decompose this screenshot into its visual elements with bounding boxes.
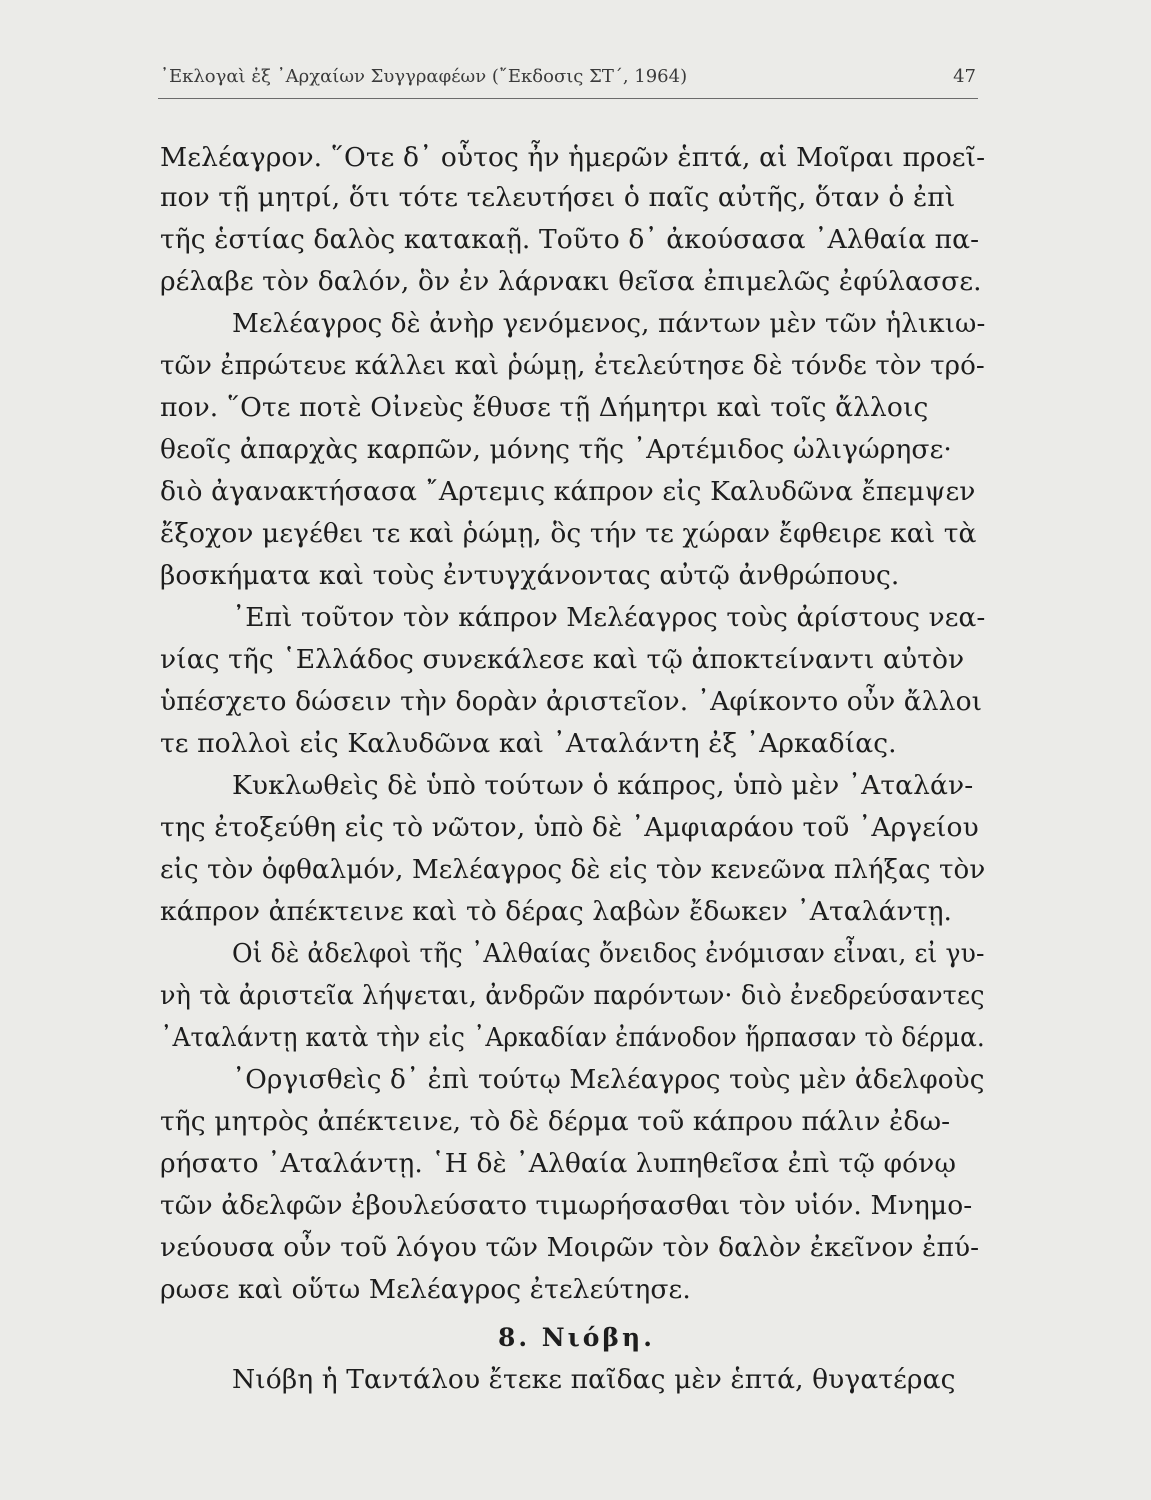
text-line: ὑπέσχετο δώσειν τὴν δορὰν ἀριστεῖον. ᾿Αφίκοντο οὖν ἄλλοι <box>160 686 983 717</box>
text-line: βοσκήματα καὶ τοὺς ἐντυγχάνοντας αὐτῷ ἀνθρώπους. <box>160 560 900 591</box>
text-line: τῶν ἀδελφῶν ἐβουλεύσατο τιμωρήσασθαι τὸν υἱόν. Μνημο- <box>160 1190 973 1221</box>
text-line: τε πολλοὶ εἰς Καλυδῶνα καὶ ᾿Αταλάντη ἐξ ᾿Αρκαδίας. <box>160 728 897 759</box>
header-rule <box>158 98 978 99</box>
header-title: ᾿Εκλογαὶ ἐξ ᾿Αρχαίων Συγγραφέων (῎Εκδοσις ΣΤ΄, 1964) <box>160 66 688 87</box>
text-line: Μελέαγρος δὲ ἀνὴρ γενόμενος, πάντων μὲν τῶν ἡλικιω- <box>232 308 986 339</box>
text-line: ρωσε καὶ οὕτω Μελέαγρος ἐτελεύτησε. <box>160 1274 691 1305</box>
text-line: ᾿Αταλάντῃ κατὰ τὴν εἰς ᾿Αρκαδίαν ἐπάνοδον ἥρπασαν τὸ δέρμα. <box>160 1022 985 1053</box>
text-line: κάπρον ἀπέκτεινε καὶ τὸ δέρας λαβὼν ἔδωκεν ᾿Αταλάντῃ. <box>160 896 953 927</box>
running-header <box>160 66 978 96</box>
text-line: ᾿Οργισθεὶς δ᾿ ἐπὶ τούτῳ Μελέαγρος τοὺς μὲν ἀδελφοὺς <box>232 1064 985 1095</box>
text-line: Οἱ δὲ ἀδελφοὶ τῆς ᾿Αλθαίας ὄνειδος ἐνόμισαν εἶναι, εἰ γυ- <box>232 938 985 969</box>
text-line: ἔξοχον μεγέθει τε καὶ ῥώμῃ, ὃς τήν τε χώραν ἔφθειρε καὶ τὰ <box>160 518 977 549</box>
text-line: θεοῖς ἀπαρχὰς καρπῶν, μόνης τῆς ᾿Αρτέμιδος ὠλιγώρησε· <box>160 434 952 465</box>
text-line: ρέλαβε τὸν δαλόν, ὃν ἐν λάρνακι θεῖσα ἐπιμελῶς ἐφύλασσε. <box>160 266 982 297</box>
text-line: τῶν ἐπρώτευε κάλλει καὶ ῥώμῃ, ἐτελεύτησε δὲ τόνδε τὸν τρό- <box>160 350 985 381</box>
text-line: νὴ τὰ ἀριστεῖα λήψεται, ἀνδρῶν παρόντων· διὸ ἐνεδρεύσαντες <box>160 980 985 1011</box>
text-line: ᾿Επὶ τοῦτον τὸν κάπρον Μελέαγρος τοὺς ἀρίστους νεα- <box>232 602 986 633</box>
text-line: Νιόβη ἡ Ταντάλου ἔτεκε παῖδας μὲν ἑπτά, θυγατέρας <box>232 1364 956 1395</box>
text-line: νίας τῆς ῾Ελλάδος συνεκάλεσε καὶ τῷ ἀποκτείναντι αὐτὸν <box>160 644 965 675</box>
text-line: της ἐτοξεύθη εἰς τὸ νῶτον, ὑπὸ δὲ ᾿Αμφιαράου τοῦ ᾿Αργείου <box>160 812 979 843</box>
text-line: Κυκλωθεὶς δὲ ὑπὸ τούτων ὁ κάπρος, ὑπὸ μὲν ᾿Αταλάν- <box>232 770 974 801</box>
text-line: νεύουσα οὖν τοῦ λόγου τῶν Μοιρῶν τὸν δαλὸν ἐκεῖνον ἐπύ- <box>160 1232 980 1263</box>
page-number: 47 <box>953 66 976 87</box>
text-line: ρήσατο ᾿Αταλάντῃ. ῾Η δὲ ᾿Αλθαία λυπηθεῖσα ἐπὶ τῷ φόνῳ <box>160 1148 957 1179</box>
text-line: τῆς μητρὸς ἀπέκτεινε, τὸ δὲ δέρμα τοῦ κάπρου πάλιν ἐδω- <box>160 1106 951 1137</box>
text-line: εἰς τὸν ὀφθαλμόν, Μελέαγρος δὲ εἰς τὸν κενεῶνα πλήξας τὸν <box>160 854 986 885</box>
section-heading: 8. Νιόβη. <box>498 1323 655 1352</box>
text-line: πον. ῞Οτε ποτὲ Οἰνεὺς ἔθυσε τῇ Δήμητρι καὶ τοῖς ἄλλοις <box>160 392 929 423</box>
text-line: τῆς ἑστίας δαλὸς κατακαῇ. Τοῦτο δ᾿ ἀκούσασα ᾿Αλθαία πα- <box>160 224 980 255</box>
text-line: πον τῇ μητρί, ὅτι τότε τελευτήσει ὁ παῖς αὐτῆς, ὅταν ὁ ἐπὶ <box>160 182 956 213</box>
text-line: Μελέαγρον. ῞Οτε δ᾿ οὗτος ἦν ἡμερῶν ἑπτά, αἱ Μοῖραι προεῖ- <box>160 142 986 173</box>
text-line: διὸ ἀγανακτήσασα ῎Αρτεμις κάπρον εἰς Καλυδῶνα ἔπεμψεν <box>160 476 976 507</box>
